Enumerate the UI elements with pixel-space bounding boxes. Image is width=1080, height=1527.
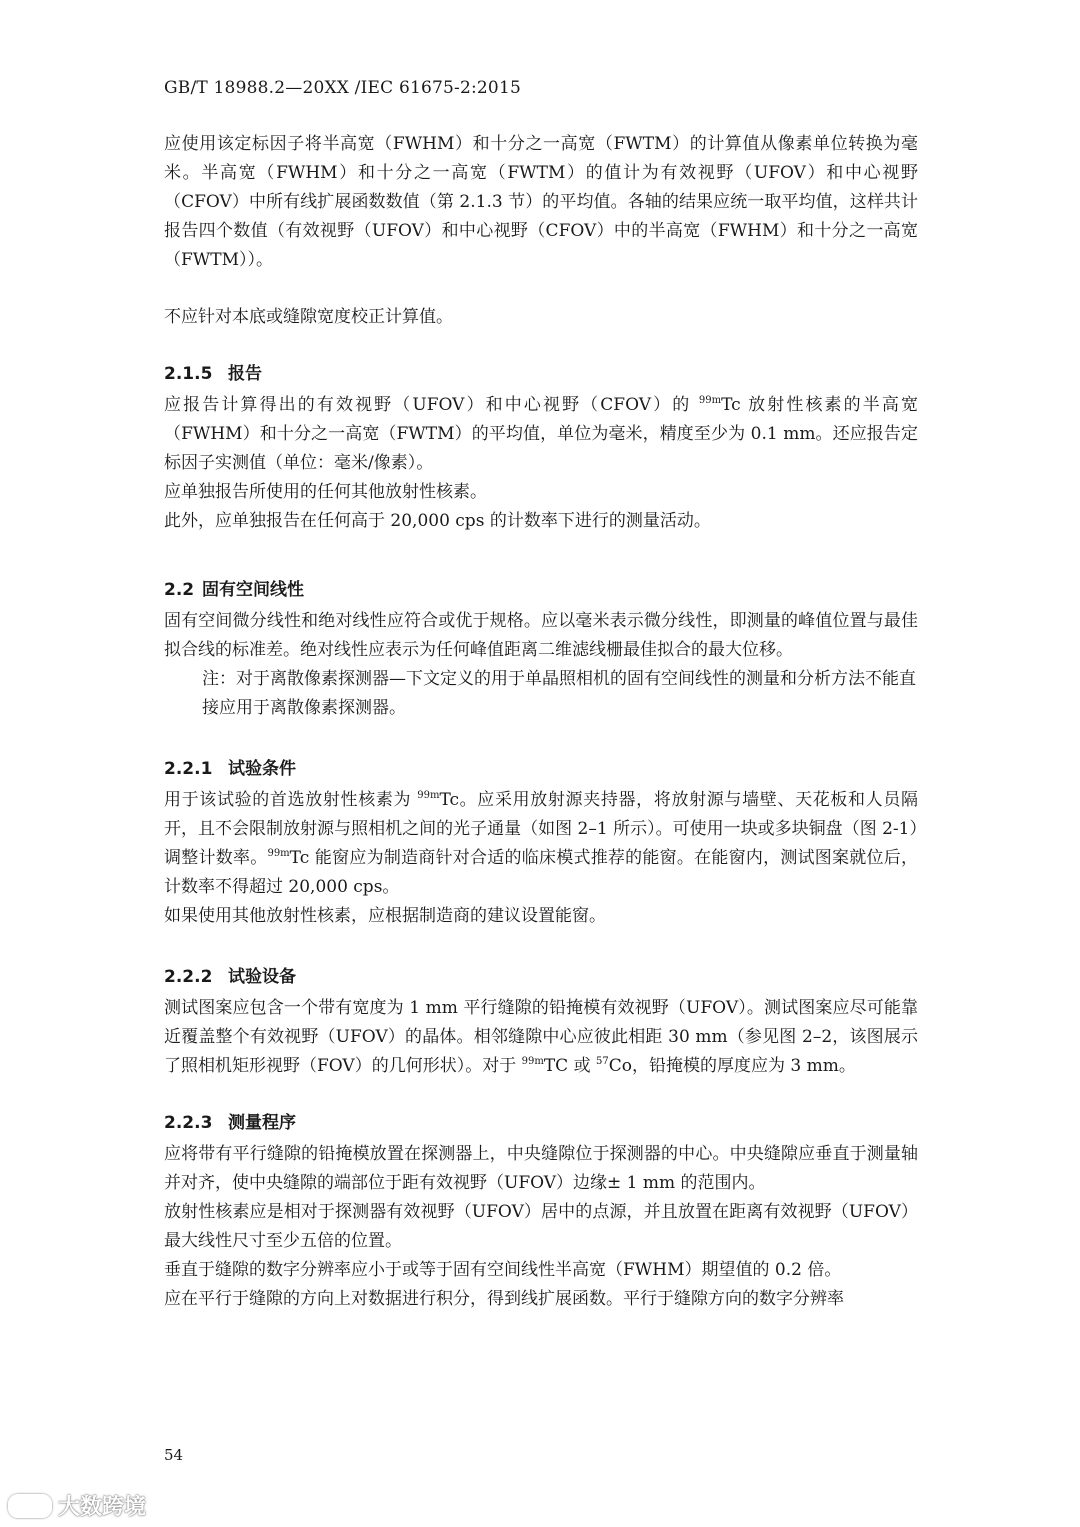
superscript: 99m bbox=[267, 848, 290, 859]
paragraph bbox=[164, 994, 918, 1081]
section-heading bbox=[164, 360, 918, 389]
paragraph-text: Tc 能窗应为制造商针对合适的临床模式推荐的能窗。在能窗内，测试图案就位后，计数率不得超过 20,000 cps。 bbox=[164, 848, 919, 897]
section-title: 试验设备 bbox=[228, 967, 296, 987]
paragraph-text: 如果使用其他放射性核素，应根据制造商的建议设置能窗。 bbox=[164, 906, 606, 926]
paragraph bbox=[164, 478, 918, 507]
watermark-logo-icon bbox=[8, 1494, 52, 1518]
section-heading bbox=[164, 576, 918, 605]
paragraph bbox=[164, 303, 918, 332]
paragraph-text: TC 或 bbox=[543, 1056, 596, 1076]
paragraph bbox=[164, 507, 918, 536]
paragraph-text: 放射性核素应是相对于探测器有效视野（UFOV）居中的点源，并且放置在距离有效视野（UFOV）最大线性尺寸至少五倍的位置。 bbox=[164, 1202, 918, 1251]
document-header: GB/T 18988.2—20XX /IEC 61675-2:2015 bbox=[164, 78, 521, 98]
superscript: 99m bbox=[521, 1056, 544, 1067]
paragraph bbox=[164, 1198, 918, 1256]
note-paragraph bbox=[164, 665, 918, 723]
section-heading bbox=[164, 963, 918, 992]
watermark bbox=[8, 1490, 146, 1521]
superscript: 57 bbox=[596, 1056, 609, 1067]
section-number: 2.2.1 bbox=[164, 759, 213, 779]
paragraph-text: 固有空间微分线性和绝对线性应符合或优于规格。应以毫米表示微分线性，即测量的峰值位置与最佳拟合线的标准差。绝对线性应表示为任何峰值距离二维滤线栅最佳拟合的最大位移。 bbox=[164, 611, 918, 660]
paragraph-text: Tc。应采用放射源夹持器，将放射源与墙壁、天花板和人员隔开，且不会限制放射源与照相机之间的光子通量（如图 2–1 所示）。可使用一块或多块铜盘（图 2-1）调整计数率。 bbox=[164, 790, 918, 868]
paragraph-text: 应报告计算得出的有效视野（UFOV）和中心视野（CFOV）的 bbox=[164, 395, 699, 415]
section-title: 试验条件 bbox=[228, 759, 296, 779]
document-body bbox=[164, 130, 918, 1314]
page-number: 54 bbox=[164, 1446, 184, 1464]
section-number: 2.2 bbox=[164, 580, 195, 600]
paragraph-text: Co，铅掩模的厚度应为 3 mm。 bbox=[608, 1056, 856, 1076]
section-title: 测量程序 bbox=[228, 1113, 296, 1133]
superscript: 99m bbox=[417, 790, 440, 801]
section-number: 2.2.2 bbox=[164, 967, 213, 987]
superscript: 99m bbox=[698, 395, 722, 406]
watermark-text: 大数跨境 bbox=[58, 1495, 147, 1520]
paragraph-text: 注：对于离散像素探测器—下文定义的用于单晶照相机的固有空间线性的测量和分析方法不能直接应用于离散像素探测器。 bbox=[202, 669, 916, 718]
section-title: 固有空间线性 bbox=[202, 580, 304, 600]
section-title: 报告 bbox=[228, 364, 262, 384]
paragraph bbox=[164, 1285, 918, 1314]
paragraph-text: 测试图案应包含一个带有宽度为 1 mm 平行缝隙的铅掩模有效视野（UFOV）。测试图案应尽可能靠近覆盖整个有效视野（UFOV）的晶体。相邻缝隙中心应彼此相距 30 mm（参见图 2–2，该图展示了照相机矩形视野（FOV）的几何形状）。对于 bbox=[164, 998, 918, 1076]
paragraph bbox=[164, 130, 918, 275]
paragraph-text: 不应针对本底或缝隙宽度校正计算值。 bbox=[164, 307, 453, 327]
paragraph bbox=[164, 902, 918, 931]
paragraph-text: 应使用该定标因子将半高宽（FWHM）和十分之一高宽（FWTM）的计算值从像素单位转换为毫米。半高宽（FWHM）和十分之一高宽（FWTM）的值计为有效视野（UFOV）和中心视野（CFOV）中所有线扩展函数数值（第 2.1.3 节）的平均值。各轴的结果应统一取平均值，这样共计报告四个数值（有效视野（UFOV）和中心视野（CFOV）中的半高宽（FWHM）和十分之一高宽（FWTM））。 bbox=[164, 134, 918, 270]
paragraph-text: 应在平行于缝隙的方向上对数据进行积分，得到线扩展函数。平行于缝隙方向的数字分辨率 bbox=[164, 1289, 844, 1309]
section-heading bbox=[164, 1109, 918, 1138]
paragraph-text: Tc 放射性核素的半高宽（FWHM）和十分之一高宽（FWTM）的平均值，单位为毫米，精度至少为 0.1 mm。还应报告定标因子实测值（单位：毫米/像素）。 bbox=[164, 395, 918, 473]
paragraph bbox=[164, 1140, 918, 1198]
section-heading bbox=[164, 755, 918, 784]
section-number: 2.1.5 bbox=[164, 364, 213, 384]
paragraph bbox=[164, 1256, 918, 1285]
paragraph-text: 用于该试验的首选放射性核素为 bbox=[164, 790, 418, 810]
paragraph-text: 此外，应单独报告在任何高于 20,000 cps 的计数率下进行的测量活动。 bbox=[164, 511, 711, 531]
paragraph bbox=[164, 786, 918, 902]
paragraph bbox=[164, 607, 918, 665]
paragraph-text: 应将带有平行缝隙的铅掩模放置在探测器上，中央缝隙位于探测器的中心。中央缝隙应垂直于测量轴并对齐，使中央缝隙的端部位于距有效视野（UFOV）边缘± 1 mm 的范围内。 bbox=[164, 1144, 918, 1193]
paragraph-text: 垂直于缝隙的数字分辨率应小于或等于固有空间线性半高宽（FWHM）期望值的 0.2 倍。 bbox=[164, 1260, 842, 1280]
paragraph-text: 应单独报告所使用的任何其他放射性核素。 bbox=[164, 482, 487, 502]
paragraph bbox=[164, 391, 918, 478]
section-number: 2.2.3 bbox=[164, 1113, 213, 1133]
